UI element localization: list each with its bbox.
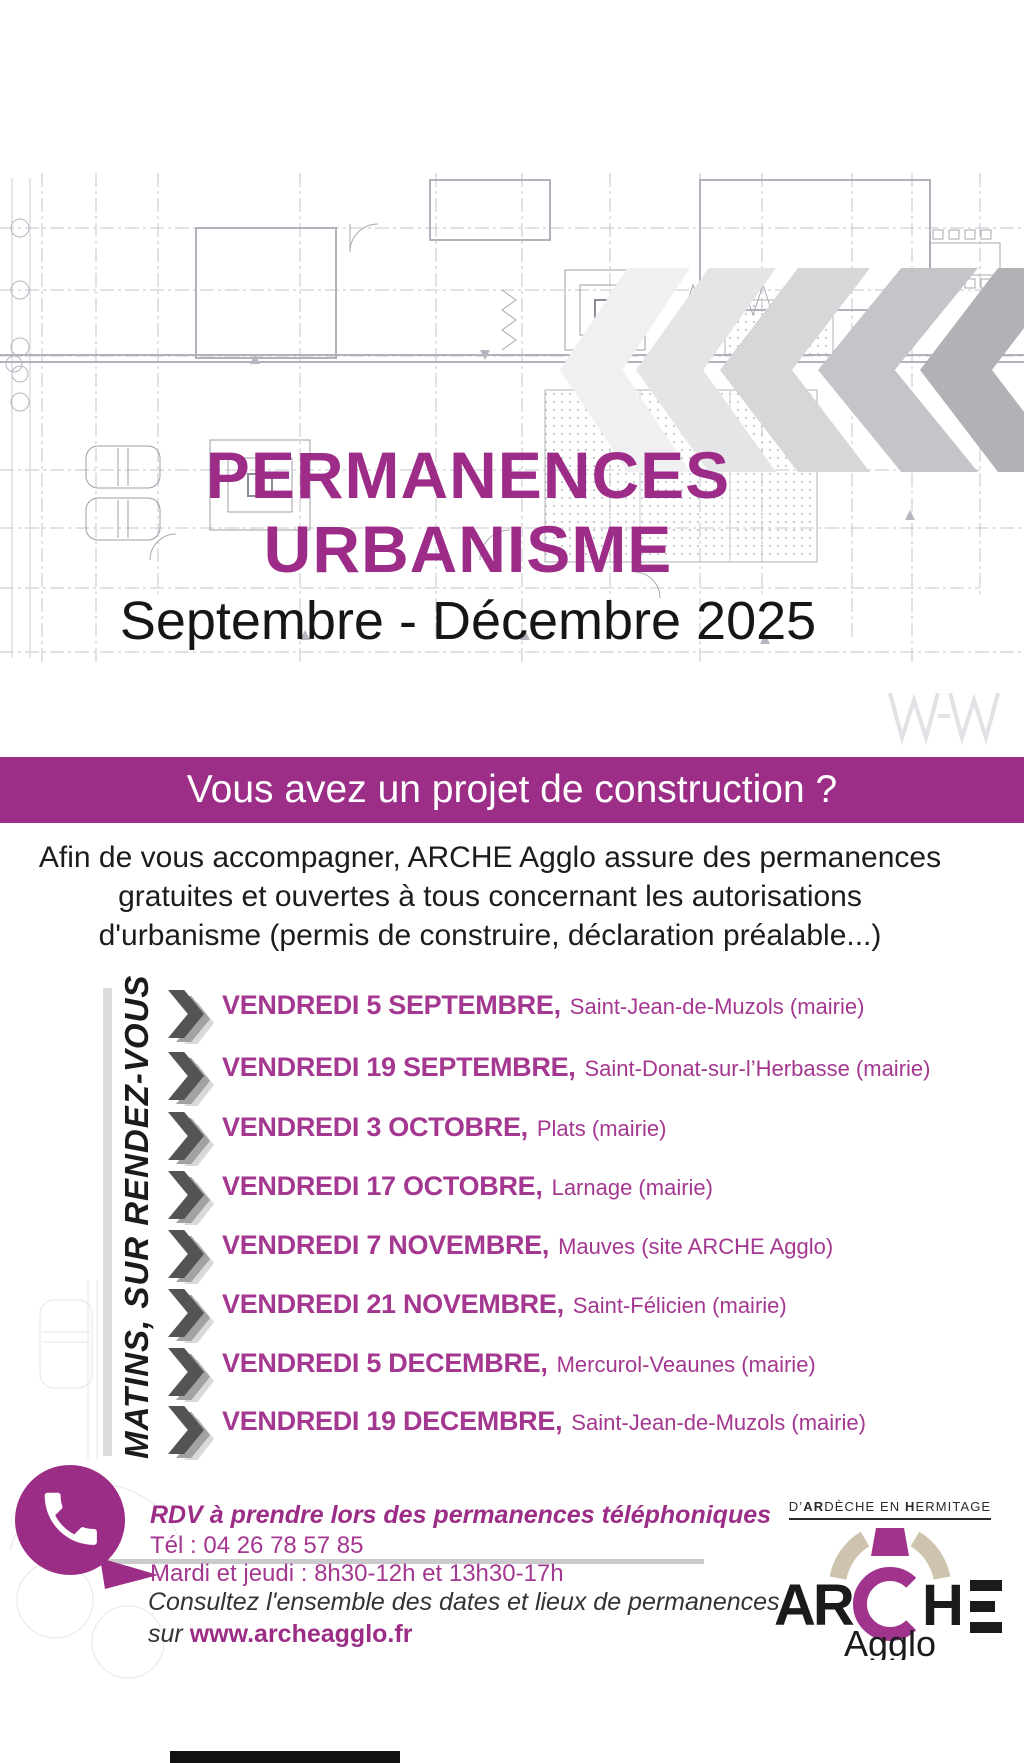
chevron-right-icon (168, 1112, 214, 1166)
question-banner: Vous avez un projet de construction ? (0, 757, 1024, 823)
appointment-location: Saint-Jean-de-Muzols (mairie) (571, 1410, 866, 1435)
sidebar-label: MATINS, SUR RENDEZ-VOUS (118, 974, 155, 1459)
chevron-right-icon (168, 1171, 214, 1225)
tagline-part: D’ (788, 1499, 804, 1514)
appointment-date: VENDREDI 17 OCTOBRE, (222, 1171, 543, 1201)
appointment-date: VENDREDI 5 DECEMBRE, (222, 1348, 548, 1378)
poster-title-line2: URBANISME (263, 512, 673, 586)
consult-note: Consultez l'ensemble des dates et lieux de permanences (148, 1588, 780, 1616)
website-link[interactable]: www.archeagglo.fr (189, 1620, 413, 1648)
appointment-location: Mercurol-Veaunes (mairie) (556, 1352, 816, 1377)
logo-subname: Agglo (843, 1623, 937, 1660)
phone-number: Tél : 04 26 78 57 85 (150, 1532, 364, 1559)
chevron-right-icon (168, 1052, 214, 1106)
intro-paragraph (0, 838, 980, 955)
appointment-date: VENDREDI 3 OCTOBRE, (222, 1112, 528, 1142)
chevron-right-icon (168, 1289, 214, 1343)
chevron-right-icon (168, 1348, 214, 1402)
chevron-right-icon (168, 1230, 214, 1284)
intro-line: gratuites et ouvertes à tous concernant les autorisations (118, 880, 862, 913)
appointment-row (168, 1052, 930, 1106)
website-prefix: sur (148, 1620, 190, 1648)
appointment-location: Saint-Donat-sur-l’Herbasse (mairie) (584, 1056, 931, 1081)
intro-line: Afin de vous accompagner, ARCHE Agglo assure des permanences (38, 841, 942, 874)
appointment-date: VENDREDI 5 SEPTEMBRE, (222, 990, 561, 1020)
tagline-part: AR (803, 1499, 825, 1514)
phone-hours: Mardi et jeudi : 8h30-12h et 13h30-17h (150, 1560, 564, 1587)
appointment-row (168, 1348, 816, 1402)
poster-subtitle: Septembre - Décembre 2025 (119, 591, 817, 651)
tagline-part: ERMITAGE (915, 1499, 992, 1514)
appointment-location: Mauves (site ARCHE Agglo) (558, 1234, 834, 1259)
sidebar-rule (103, 988, 112, 1456)
appointment-row (168, 1289, 787, 1343)
rdv-note: RDV à prendre lors des permanences téléphoniques (150, 1501, 772, 1529)
appointment-row (168, 1406, 866, 1460)
appointment-location: Plats (mairie) (536, 1116, 667, 1141)
appointment-location: Saint-Jean-de-Muzols (mairie) (569, 994, 865, 1019)
tagline-part: H (904, 1499, 916, 1514)
appointment-date: VENDREDI 21 NOVEMBRE, (222, 1289, 564, 1319)
chevron-right-icon (168, 1406, 214, 1460)
logo-letter-h: H (922, 1573, 964, 1638)
chevron-right-icon (168, 990, 214, 1044)
appointment-row (168, 1171, 713, 1225)
tagline-part: DÈCHE EN (824, 1499, 905, 1514)
appointment-row (168, 990, 864, 1044)
phone-bubble-icon (12, 1462, 162, 1597)
bottom-crop-bar (170, 1751, 400, 1763)
logo-letters-ar: AR (774, 1573, 852, 1638)
appointment-date: VENDREDI 19 DECEMBRE, (222, 1406, 563, 1436)
arche-agglo-logo (772, 1498, 1008, 1665)
logo-mark (772, 1526, 1008, 1660)
website-line (148, 1620, 412, 1649)
logo-tagline (789, 1499, 991, 1520)
intro-line: d'urbanisme (permis de construire, déclaration préalable...) (98, 919, 882, 952)
appointment-location: Saint-Félicien (mairie) (572, 1293, 787, 1318)
poster-title-line1: PERMANENCES (205, 438, 731, 512)
appointment-row (168, 1112, 666, 1166)
appointment-date: VENDREDI 7 NOVEMBRE, (222, 1230, 550, 1260)
appointment-row (168, 1230, 833, 1284)
logo-letter-e (970, 1580, 1002, 1633)
appointment-location: Larnage (mairie) (551, 1175, 713, 1200)
appointment-date: VENDREDI 19 SEPTEMBRE, (222, 1052, 576, 1082)
